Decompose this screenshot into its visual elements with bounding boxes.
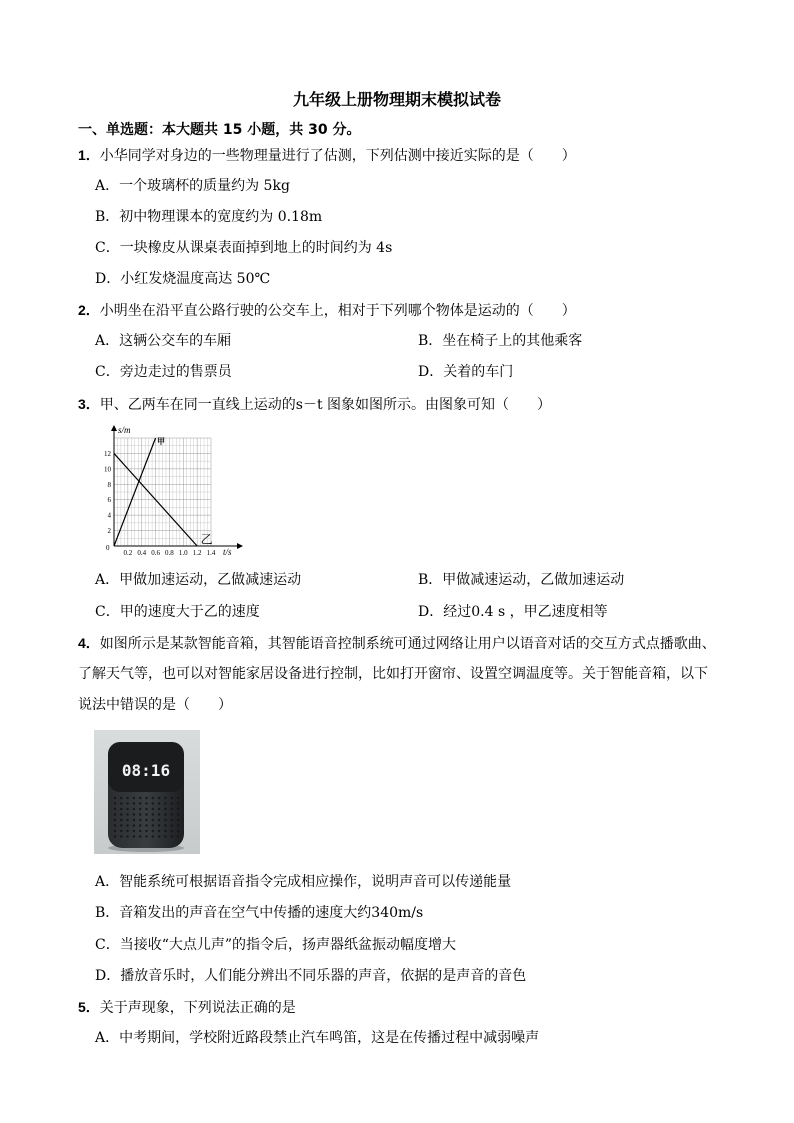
speaker-clock-display: 08:16 (121, 761, 171, 780)
x-tick-label: 0.2 (123, 549, 133, 557)
question-5 (78, 998, 296, 1017)
series-label-yi: 乙 (200, 532, 213, 547)
q1-option-a: A．一个玻璃杯的质量约为 5kg (95, 178, 290, 194)
page-title: 九年级上册物理期末模拟试卷 (292, 90, 501, 109)
question-number: 4． (78, 635, 100, 651)
q5-option-a: A．中考期间，学校附近路段禁止汽车鸣笛，这是在传播过程中减弱噪声 (95, 1030, 540, 1046)
section-heading: 一、单选题：本大题共 15 小题，共 30 分。 (78, 122, 361, 138)
q2-option-c: C．旁边走过的售票员 (95, 364, 232, 380)
q1-option-d: D．小红发烧温度高达 50℃ (95, 271, 271, 287)
x-tick-label: 1.0 (178, 549, 188, 557)
y-axis-label: s/m (118, 425, 131, 435)
y-axis-arrow (111, 425, 117, 431)
series-label-jia: 甲 (156, 437, 165, 447)
smart-speaker-photo (94, 730, 200, 854)
q2-option-b: B．坐在椅子上的其他乘客 (418, 333, 583, 349)
question-3 (78, 395, 551, 414)
question-stem: 小华同学对身边的一些物理量进行了估测，下列估测中接近实际的是（ ） (99, 148, 576, 164)
q3-option-b: B．甲做减速运动，乙做加速运动 (418, 572, 625, 588)
question-4-line-1 (78, 634, 716, 653)
q2-option-a: A．这辆公交车的车厢 (95, 333, 232, 349)
q2-option-d: D．关着的车门 (418, 364, 514, 380)
x-tick-label: 0.6 (151, 549, 160, 557)
q1-option-c: C．一块橡皮从课桌表面掉到地上的时间约为 4s (95, 240, 393, 256)
question-stem: 甲、乙两车在同一直线上运动的s－t 图象如图所示。由图象可知（ ） (99, 397, 552, 413)
x-tick-label: 0.4 (137, 549, 147, 557)
y-tick-label: 4 (107, 511, 111, 520)
question-number: 2． (78, 302, 100, 318)
x-axis-arrow (237, 543, 243, 549)
y-tick-label: 10 (104, 465, 111, 474)
question-number: 5． (78, 999, 100, 1015)
q3-option-a: A．甲做加速运动，乙做减速运动 (95, 572, 302, 588)
question-stem: 关于声现象，下列说法正确的是 (99, 1000, 296, 1016)
y-tick-label: 6 (107, 496, 111, 505)
question-stem: 如图所示是某款智能音箱，其智能语音控制系统可通过网络让用户以语音对话的交互方式点播歌曲、 (99, 636, 716, 652)
q4-option-b: B．音箱发出的声音在空气中传播的速度大约340m/s (95, 905, 424, 921)
y-tick-label: 8 (107, 480, 111, 489)
q4-option-a: A．智能系统可根据语音指令完成相应操作，说明声音可以传递能量 (95, 874, 512, 890)
st-graph (96, 424, 246, 558)
q4-option-c: C．当接收“大点儿声”的指令后，扬声器纸盆振动幅度增大 (95, 937, 457, 953)
question-1 (78, 146, 576, 165)
question-number: 1． (78, 147, 100, 163)
x-tick-label: 1.4 (206, 549, 216, 557)
question-4-line-2: 了解天气等，也可以对智能家居设备进行控制，比如打开窗帘、设置空调温度等。关于智能音箱，以下 (78, 666, 708, 682)
q3-option-d: D．经过0.4 s ，甲乙速度相等 (418, 604, 608, 620)
x-axis-label: t/s (223, 547, 232, 557)
y-tick-label: 2 (107, 527, 111, 536)
origin-label: 0 (106, 544, 110, 552)
x-tick-label: 0.8 (165, 549, 174, 557)
y-tick-label: 12 (104, 449, 111, 458)
question-stem: 小明坐在沿平直公路行驶的公交车上，相对于下列哪个物体是运动的（ ） (99, 303, 576, 319)
x-tick-label: 1.2 (192, 549, 202, 557)
q3-option-c: C．甲的速度大于乙的速度 (95, 604, 260, 620)
q4-option-d: D．播放音乐时，人们能分辨出不同乐器的声音，依据的是声音的音色 (95, 968, 527, 984)
q1-option-b: B．初中物理课本的宽度约为 0.18m (95, 209, 323, 225)
question-4-line-3: 说法中错误的是（ ） (78, 697, 232, 713)
question-number: 3． (78, 396, 100, 412)
question-2 (78, 301, 576, 320)
